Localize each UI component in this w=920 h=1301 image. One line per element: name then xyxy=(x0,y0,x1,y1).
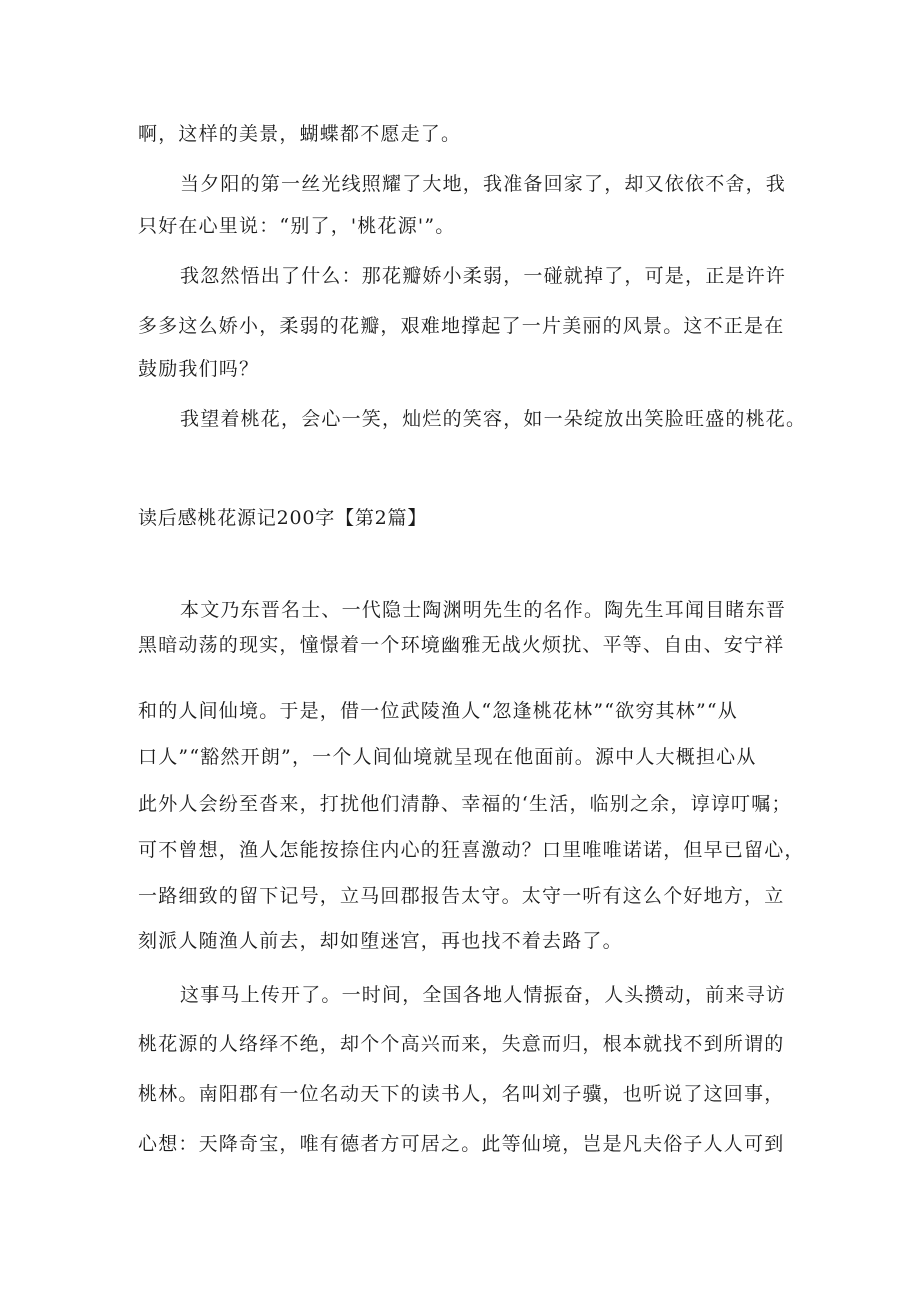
paragraph-line: 多多这么娇小，柔弱的花瓣，艰难地撑起了一片美丽的风景。这不正是在 xyxy=(138,315,785,337)
paragraph-line: 可不曾想，渔人怎能按捺住内心的狂喜激动？口里唯唯诺诺，但早已留心， xyxy=(138,839,805,861)
paragraph-line: 此外人会纷至沓来，打扰他们清静、幸福的‘生活，临别之余，谆谆叮嘱； xyxy=(138,793,792,815)
paragraph-line: 心想：天降奇宝，唯有德者方可居之。此等仙境，岂是凡夫俗子人人可到 xyxy=(138,1133,785,1155)
paragraph-line: 口人”“豁然开朗”，一个人间仙境就呈现在他面前。源中人大概担心从 xyxy=(138,746,757,768)
paragraph-line: 和的人间仙境。于是，借一位武陵渔人“忽逢桃花林”“欲穷其林”“从 xyxy=(138,700,738,722)
paragraph-line: 啊，这样的美景，蝴蝶都不愿走了。 xyxy=(138,123,462,145)
paragraph-line: 鼓励我们吗？ xyxy=(138,358,260,380)
paragraph-line: 一路细致的留下记号，立马回郡报告太守。太守一听有这么个好地方，立 xyxy=(138,885,785,907)
paragraph-line: 桃林。南阳郡有一位名动天下的读书人，名叫刘子骥，也听说了这回事， xyxy=(138,1083,785,1105)
paragraph-line: 本文乃东晋名士、一代隐士陶渊明先生的名作。陶先生耳闻目睹东晋 xyxy=(180,599,787,621)
paragraph-line: 我望着桃花，会心一笑，灿烂的笑容，如一朵绽放出笑脸旺盛的桃花。 xyxy=(180,408,807,430)
section-heading: 读后感桃花源记200字【第2篇】 xyxy=(138,507,428,529)
paragraph-line: 当夕阳的第一丝光线照耀了大地，我准备回家了，却又依依不舍，我 xyxy=(180,173,787,195)
paragraph-line: 这事马上传开了。一时间，全国各地人情振奋，人头攒动，前来寻访 xyxy=(180,984,787,1006)
paragraph-line: 桃花源的人络绎不绝，却个个高兴而来，失意而归，根本就找不到所谓的 xyxy=(138,1033,785,1055)
paragraph-line: 只好在心里说：“别了，'桃花源'”。 xyxy=(138,215,456,237)
paragraph-line: 刻派人随渔人前去，却如堕迷宫，再也找不着去路了。 xyxy=(138,930,623,952)
paragraph-line: 黑暗动荡的现实，憧憬着一个环境幽雅无战火烦扰、平等、自由、安宁祥 xyxy=(138,634,785,656)
paragraph-line: 我忽然悟出了什么：那花瓣娇小柔弱，一碰就掉了，可是，正是许许 xyxy=(180,265,787,287)
